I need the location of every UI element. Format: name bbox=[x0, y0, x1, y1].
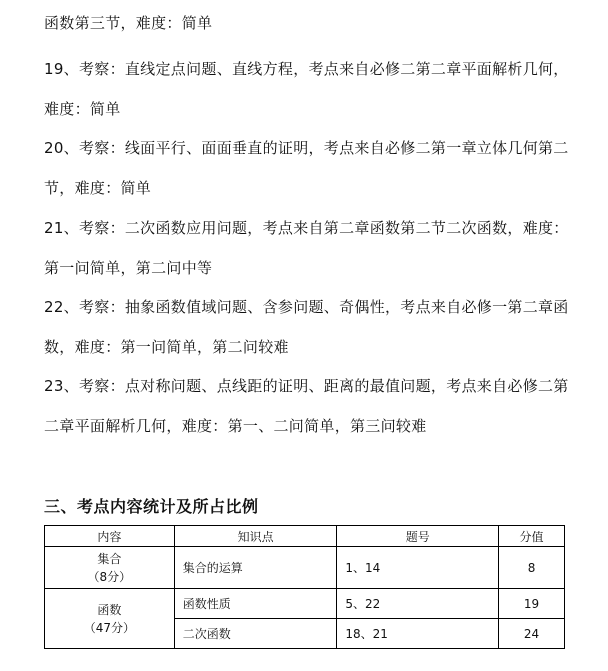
paragraph-1: 函数第三节，难度：简单 bbox=[44, 14, 213, 32]
category-cell bbox=[45, 547, 175, 589]
paragraph-q22: 22、考察：抽象函数值域问题、含参问题、奇偶性，考点来自必修一第二章函数，难度：第一问简单，第二问较难 bbox=[44, 298, 569, 356]
header-score: 分值 bbox=[499, 526, 565, 547]
category-points: （47分） bbox=[83, 620, 136, 635]
stats-table bbox=[44, 525, 565, 649]
topic-cell: 函数性质 bbox=[174, 589, 337, 619]
score-cell: 24 bbox=[499, 619, 565, 649]
category-cell bbox=[45, 589, 175, 649]
score-cell: 8 bbox=[499, 547, 565, 589]
paragraph-q20: 20、考察：线面平行、面面垂直的证明，考点来自必修二第一章立体几何第二节，难度：简单 bbox=[44, 139, 569, 197]
questions-cell: 1、14 bbox=[337, 547, 499, 589]
header-content: 内容 bbox=[45, 526, 175, 547]
topic-cell: 集合的运算 bbox=[174, 547, 337, 589]
questions-cell: 18、21 bbox=[337, 619, 499, 649]
paragraph-q21: 21、考察：二次函数应用问题，考点来自第二章函数第二节二次函数，难度：第一问简单，第二问中等 bbox=[44, 219, 569, 277]
score-cell: 19 bbox=[499, 589, 565, 619]
category-name: 集合 bbox=[97, 551, 122, 566]
paragraph-q23: 23、考察：点对称问题、点线距的证明、距离的最值问题，考点来自必修二第二章平面解析几何，难度：第一、二问简单，第三问较难 bbox=[44, 377, 569, 435]
topic-cell: 二次函数 bbox=[174, 619, 337, 649]
questions-cell: 5、22 bbox=[337, 589, 499, 619]
table-row bbox=[45, 589, 565, 619]
table-header-row bbox=[45, 526, 565, 547]
category-points: （8分） bbox=[87, 569, 132, 584]
category-name: 函数 bbox=[97, 602, 122, 617]
header-question-number: 题号 bbox=[337, 526, 499, 547]
section-title: 三、考点内容统计及所占比例 bbox=[44, 497, 259, 516]
paragraph-q19: 19、考察：直线定点问题、直线方程，考点来自必修二第二章平面解析几何，难度：简单 bbox=[44, 60, 569, 118]
header-knowledge-point: 知识点 bbox=[174, 526, 337, 547]
table-row bbox=[45, 547, 565, 589]
